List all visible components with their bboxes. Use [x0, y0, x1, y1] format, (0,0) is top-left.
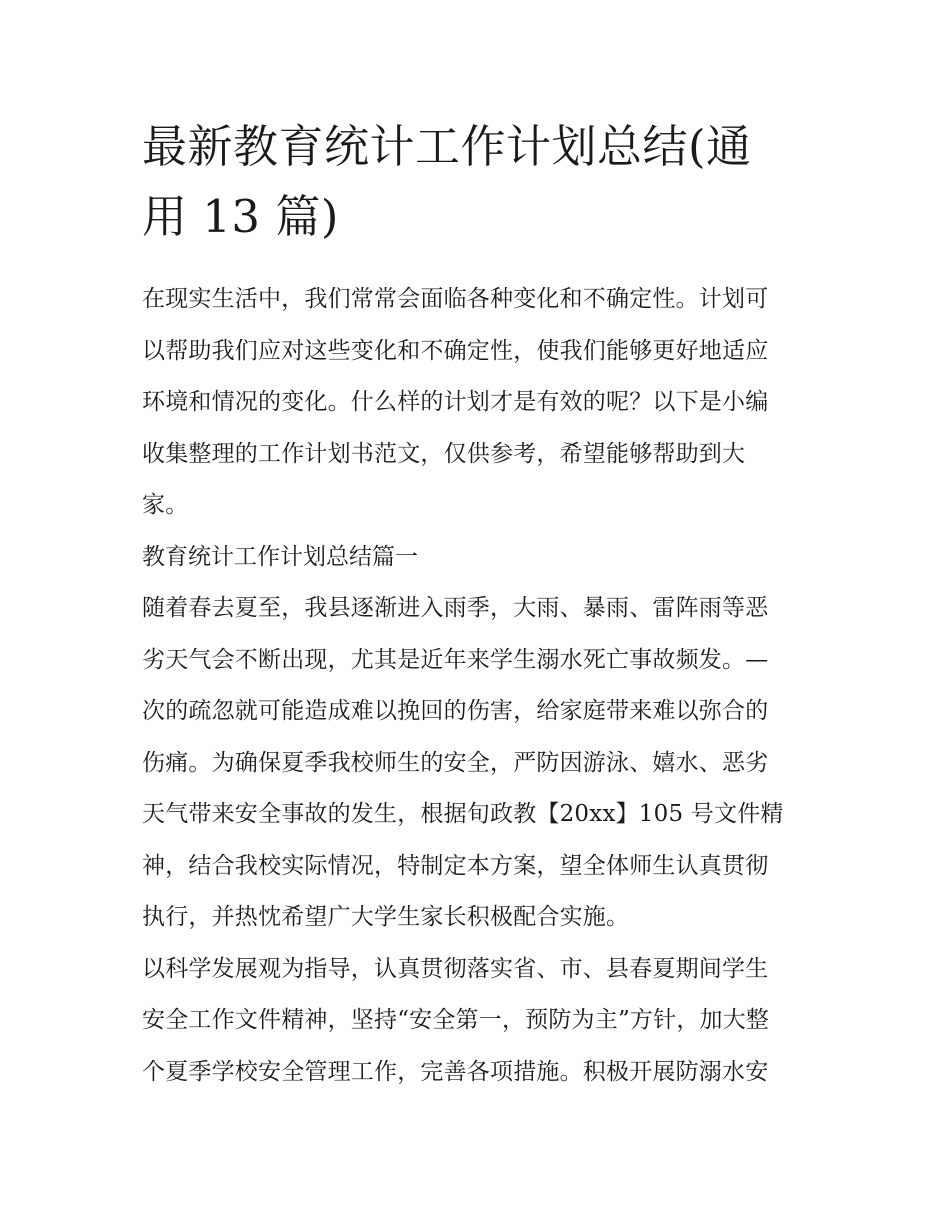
body-line: 安全工作文件精神，坚持“安全第一，预防为主”方针，加大整: [142, 1007, 770, 1033]
document-title: [142, 112, 814, 252]
body-line: 以科学发展观为指导，认真贯彻落实省、市、县春夏期间学生: [142, 955, 769, 982]
intro-line: 在现实生活中，我们常常会面临各种变化和不确定性。计划可: [142, 286, 769, 312]
body-line: 随着春去夏至，我县逐渐进入雨季，大雨、暴雨、雷阵雨等恶: [142, 595, 769, 621]
section-heading: 教育统计工作计划总结篇一: [142, 543, 418, 570]
body-paragraph-2: [142, 944, 814, 1099]
title-line-2: 用 13 篇): [142, 190, 339, 243]
intro-line: 环境和情况的变化。什么样的计划才是有效的呢？以下是小编: [142, 389, 769, 415]
body-line: 执行，并热忱希望广大学生家长积极配合实施。: [142, 904, 630, 930]
body-line: 个夏季学校安全管理工作，完善各项措施。积极开展防溺水安: [142, 1058, 769, 1085]
body-line: 劣天气会不断出现，尤其是近年来学生溺水死亡事故频发。—: [142, 646, 769, 673]
document-page: [142, 112, 814, 1098]
intro-line: 收集整理的工作计划书范文，仅供参考，希望能够帮助到大: [142, 440, 746, 467]
body-line: 次的疏忽就可能造成难以挽回的伤害，给家庭带来难以弥合的: [142, 698, 769, 724]
intro-line: 以帮助我们应对这些变化和不确定性，使我们能够更好地适应: [142, 337, 769, 364]
body-line: 神，结合我校实际情况，特制定本方案，望全体师生认真贯彻: [142, 852, 769, 879]
body-line: 伤痛。为确保夏季我校师生的安全，严防因游泳、嬉水、恶劣: [142, 749, 769, 776]
intro-paragraph: [142, 274, 814, 532]
body-paragraph-1: [142, 583, 814, 944]
title-line-1: 最新教育统计工作计划总结(通: [142, 120, 752, 173]
body-line: 天气带来安全事故的发生，根据旬政教【20xx】105 号文件精: [142, 801, 784, 827]
intro-line: 家。: [142, 492, 189, 518]
